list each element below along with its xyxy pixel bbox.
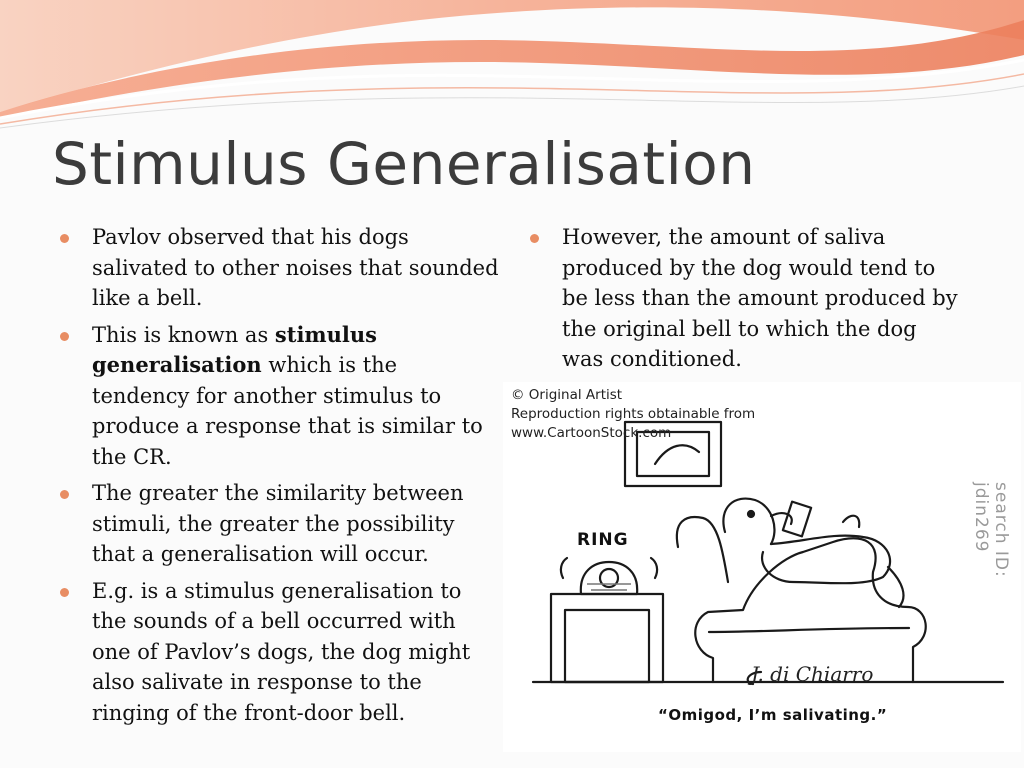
copyright-line: © Original Artist bbox=[511, 387, 623, 403]
bullet-text: This is known as bbox=[92, 322, 275, 347]
telephone-icon bbox=[581, 562, 637, 594]
bullet-item bbox=[60, 222, 500, 314]
bullet-text: Pavlov observed that his dogs salivated to other noises that sounded like a bell. bbox=[92, 225, 499, 310]
dog-body bbox=[762, 536, 890, 584]
bullet-text-bold: stimulus generalisation bbox=[92, 321, 377, 377]
bullet-text: E.g. is a stimulus generalisation to the sounds of a bell occurred with one of Pavlov’s dogs, the dog might also salivate in response to the ringing of the front-door bell. bbox=[92, 578, 471, 725]
bullet-text: which is the tendency for another stimulus to produce a response that is similar to the CR. bbox=[92, 353, 483, 469]
bullet-icon bbox=[60, 588, 69, 597]
bullet-icon bbox=[530, 234, 539, 243]
bullet-icon bbox=[60, 490, 69, 499]
copyright-notice bbox=[511, 386, 755, 443]
bullet-item bbox=[60, 478, 500, 570]
dog-book bbox=[783, 502, 811, 537]
search-id-watermark: search ID: jdin269 bbox=[971, 482, 1011, 578]
couch bbox=[695, 538, 925, 682]
bullet-item bbox=[60, 320, 500, 473]
ring-label: RING bbox=[577, 530, 629, 550]
copyright-line: www.CartoonStock.com bbox=[511, 425, 672, 441]
cartoon-image bbox=[503, 382, 1021, 752]
copyright-line: Reproduction rights obtainable from bbox=[511, 406, 756, 422]
bullet-icon bbox=[60, 234, 69, 243]
dog-head bbox=[723, 499, 774, 544]
bullet-icon bbox=[60, 332, 69, 341]
cartoon-caption: “Omigod, I’m salivating.” bbox=[658, 706, 888, 724]
left-bullet-list bbox=[60, 222, 500, 734]
artist-signature: J. di Chiarro bbox=[751, 662, 874, 686]
bullet-text: The greater the similarity between stimuli, the greater the possibility that a generalisation will occur. bbox=[92, 481, 464, 566]
bedside-table bbox=[551, 594, 663, 682]
right-bullet-list bbox=[530, 222, 960, 381]
slide-title: Stimulus Generalisation bbox=[52, 130, 756, 198]
bullet-text: However, the amount of saliva produced by the dog would tend to be less than the amount produced by the original bell to which the dog was conditioned. bbox=[562, 225, 958, 371]
decorative-banner bbox=[0, 0, 1024, 130]
bullet-item bbox=[60, 576, 500, 729]
bullet-item bbox=[530, 222, 960, 375]
